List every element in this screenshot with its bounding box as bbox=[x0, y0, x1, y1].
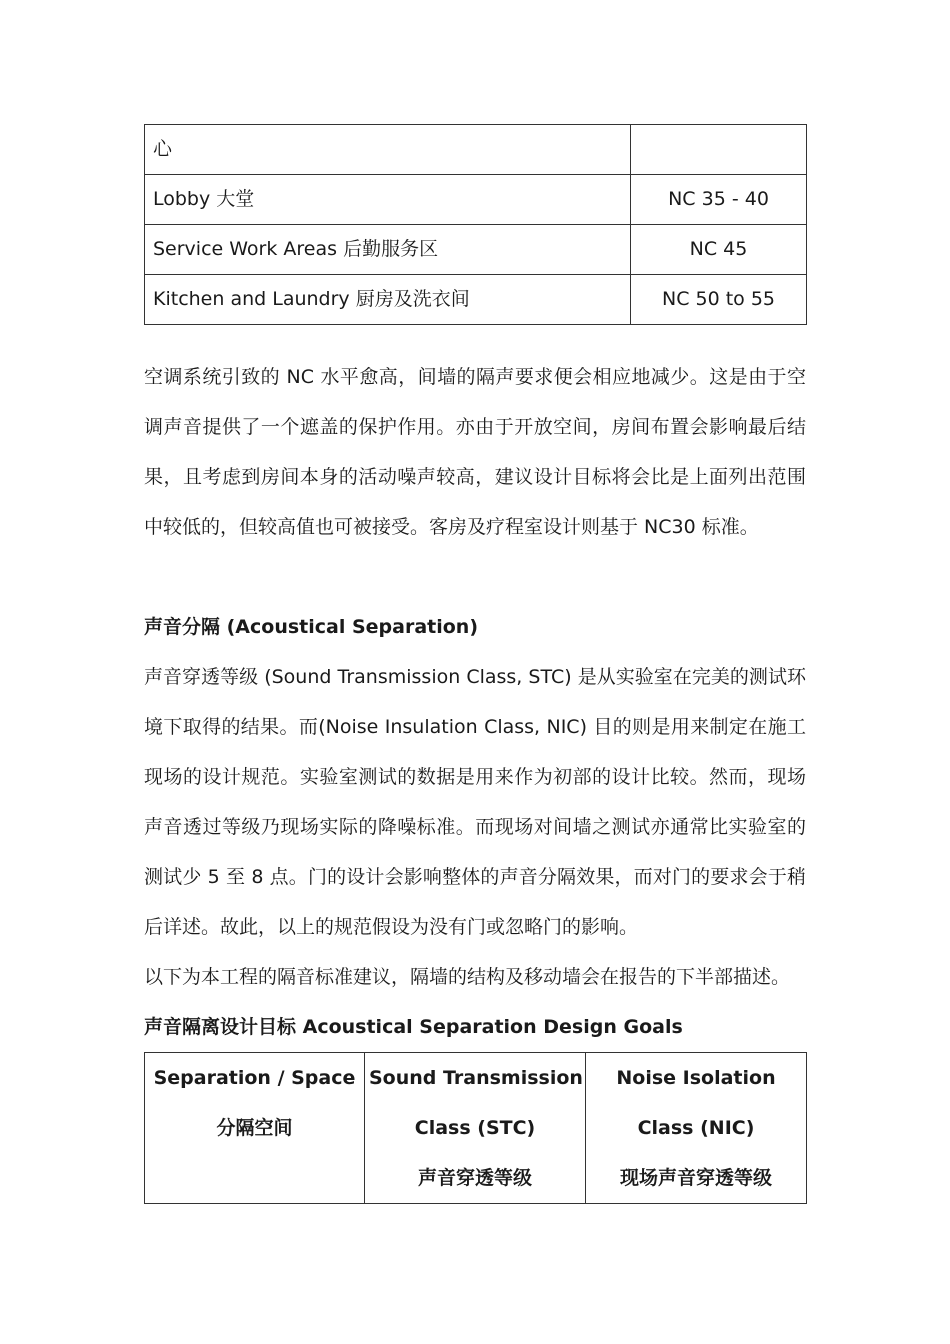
header-stc bbox=[365, 1053, 586, 1204]
nc-explanation-paragraph: 空调系统引致的 NC 水平愈高，间墙的隔声要求便会相应地减少。这是由于空调声音提供了一个遮盖的保护作用。亦由于开放空间，房间布置会影响最后结果，且考虑到房间本身的活动噪声较高，建议设计目标将会比是上面列出范围中较低的，但较高值也可被接受。客房及疗程室设计则基于 NC30 标准。 bbox=[144, 366, 806, 538]
header-line: Class (STC) bbox=[414, 1117, 536, 1139]
table-row bbox=[145, 225, 807, 275]
design-goals-table bbox=[144, 1052, 807, 1204]
nc-value-cell: NC 45 bbox=[631, 225, 807, 275]
document-page bbox=[144, 124, 806, 1204]
header-line: Sound Transmission bbox=[369, 1067, 583, 1089]
table-row bbox=[145, 125, 807, 175]
nc-value-cell: NC 50 to 55 bbox=[631, 275, 807, 325]
header-line: 现场声音穿透等级 bbox=[619, 1167, 772, 1189]
table-row bbox=[145, 275, 807, 325]
header-line: Class (NIC) bbox=[637, 1117, 755, 1139]
table-header-row bbox=[145, 1053, 807, 1204]
table-row bbox=[145, 175, 807, 225]
space-cell: Lobby 大堂 bbox=[145, 175, 631, 225]
header-nic bbox=[586, 1053, 807, 1204]
space-cell: Service Work Areas 后勤服务区 bbox=[145, 225, 631, 275]
header-line: 分隔空间 bbox=[216, 1117, 293, 1139]
stc-nic-paragraph: 声音穿透等级 (Sound Transmission Class, STC) 是从实验室在完美的测试环境下取得的结果。而(Noise Insulation Class, NIC) 目的则是用来制定在施工现场的设计规范。实验室测试的数据是用来作为初部的设计比较。然而，现场声音透过等级乃现场实际的降噪标准。而现场对间墙之测试亦通常比实验室的测试少 5 至 8 点。门的设计会影响整体的声音分隔效果，而对门的要求会于稍后详述。故此，以上的规范假设为没有门或忽略门的影响。 bbox=[144, 666, 806, 938]
nc-value-cell bbox=[631, 125, 807, 175]
section-heading: 声音分隔 (Acoustical Separation) bbox=[144, 616, 479, 638]
header-line: 声音穿透等级 bbox=[417, 1167, 532, 1189]
nc-criteria-table bbox=[144, 124, 807, 325]
nc-value-cell: NC 35 - 40 bbox=[631, 175, 807, 225]
design-goals-heading: 声音隔离设计目标 Acoustical Separation Design Goals bbox=[144, 1016, 683, 1038]
header-line: Separation / Space bbox=[153, 1067, 356, 1089]
space-cell: 心 bbox=[145, 125, 631, 175]
header-line bbox=[149, 1153, 360, 1203]
space-cell: Kitchen and Laundry 厨房及洗衣间 bbox=[145, 275, 631, 325]
recommendation-paragraph: 以下为本工程的隔音标准建议，隔墙的结构及移动墙会在报告的下半部描述。 bbox=[144, 966, 791, 988]
header-line: Noise Isolation bbox=[616, 1067, 776, 1089]
header-separation-space bbox=[145, 1053, 365, 1204]
